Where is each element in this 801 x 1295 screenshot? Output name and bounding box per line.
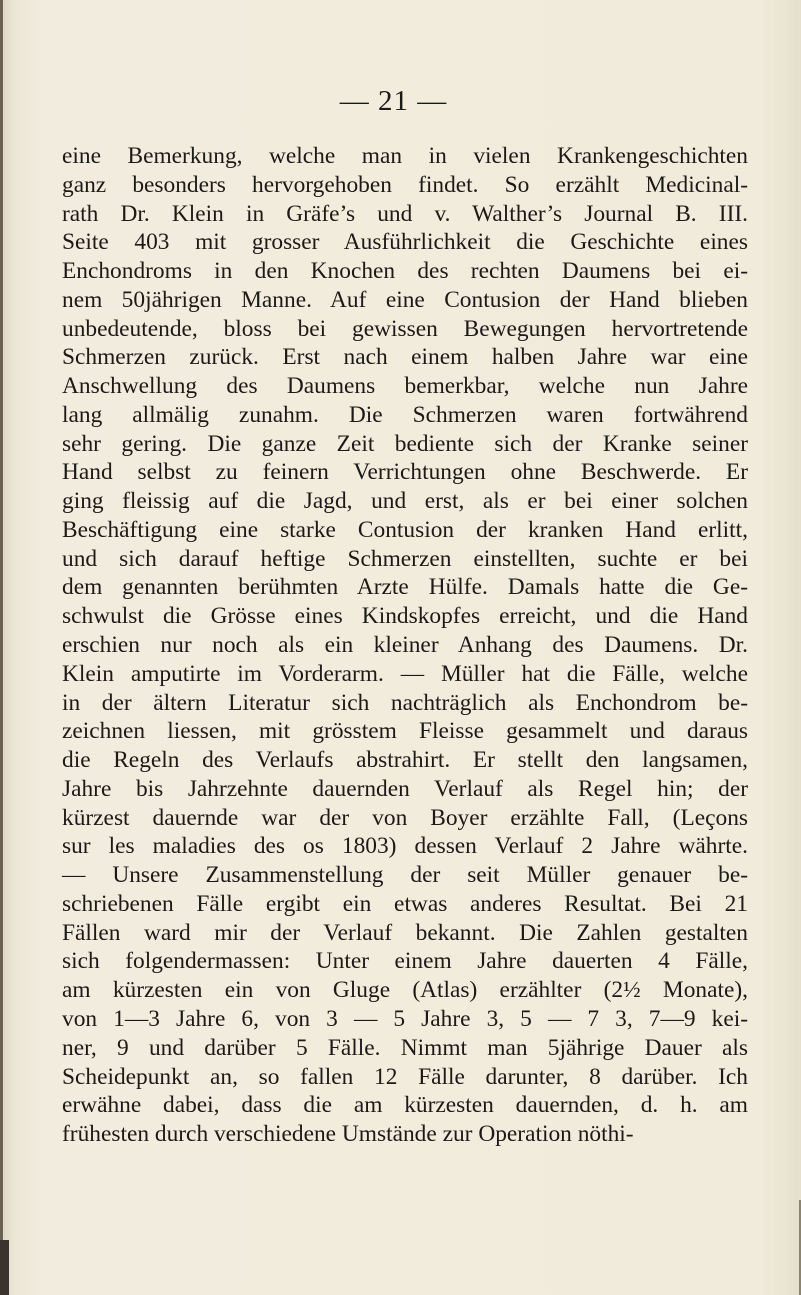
page-number-header — [0, 84, 801, 118]
page-binding-shadow — [0, 1240, 9, 1295]
text-line: Beschäftigung eine starke Contusion der kranken Hand erlitt, — [62, 516, 748, 543]
text-line: sich folgendermassen: Unter einem Jahre dauerten 4 Fälle, — [62, 948, 748, 975]
text-line: Seite 403 mit grosser Ausführlichkeit die Geschichte eines — [62, 229, 748, 256]
text-line: ganz besonders hervorgehoben findet. So erzählt Medicinal- — [62, 171, 748, 198]
text-line: dem genannten berühmten Arzte Hülfe. Damals hatte die Ge- — [62, 574, 748, 601]
text-line: kürzest dauernde war der von Boyer erzählte Fall, (Leçons — [62, 804, 748, 831]
text-line: ging fleissig auf die Jagd, und erst, als er bei einer solchen — [62, 488, 748, 515]
text-line: in der ältern Literatur sich nachträglich als Enchondrom be- — [62, 689, 748, 716]
text-line: Klein amputirte im Vorderarm. — Müller hat die Fälle, welche — [62, 660, 748, 687]
text-line: Schmerzen zurück. Erst nach einem halben Jahre war eine — [62, 344, 748, 371]
text-line: unbedeutende, bloss bei gewissen Bewegungen hervortretende — [62, 315, 748, 342]
text-line: sehr gering. Die ganze Zeit bediente sich der Kranke seiner — [62, 430, 748, 457]
page-number: — 21 — — [339, 85, 448, 117]
text-line: von 1—3 Jahre 6, von 3 — 5 Jahre 3, 5 — 7 3, 7—9 kei- — [62, 1005, 748, 1032]
text-line: Fällen ward mir der Verlauf bekannt. Die Zahlen gestalten — [62, 919, 748, 946]
text-line: nem 50jährigen Manne. Auf eine Contusion der Hand blieben — [62, 286, 748, 313]
text-line: frühesten durch verschiedene Umstände zur Operation nöthi- — [62, 1121, 634, 1148]
text-line: — Unsere Zusammenstellung der seit Müller genauer be- — [62, 862, 748, 889]
page-binding-edge — [0, 0, 3, 1295]
text-line: zeichnen liessen, mit grösstem Fleisse gesammelt und daraus — [62, 718, 748, 745]
text-line: sur les maladies des os 1803) dessen Verlauf 2 Jahre währte. — [62, 833, 748, 860]
text-line: Anschwellung des Daumens bemerkbar, welche nun Jahre — [62, 373, 748, 400]
text-line: Hand selbst zu feinern Verrichtungen ohne Beschwerde. Er — [62, 459, 748, 486]
text-line: Scheidepunkt an, so fallen 12 Fälle darunter, 8 darüber. Ich — [62, 1063, 748, 1090]
text-line: erwähne dabei, dass die am kürzesten dauernden, d. h. am — [62, 1092, 748, 1119]
text-line: und sich darauf heftige Schmerzen einstellten, suchte er bei — [62, 545, 748, 572]
text-line: die Regeln des Verlaufs abstrahirt. Er stellt den langsamen, — [62, 747, 748, 774]
text-line: am kürzesten ein von Gluge (Atlas) erzählter (2½ Monate), — [62, 977, 748, 1004]
text-line: Enchondroms in den Knochen des rechten Daumens bei ei- — [62, 258, 748, 285]
text-line: rath Dr. Klein in Gräfe’s und v. Walther’s Journal B. III. — [62, 200, 748, 227]
text-line: ner, 9 und darüber 5 Fälle. Nimmt man 5jährige Dauer als — [62, 1034, 748, 1061]
text-line: schriebenen Fälle ergibt ein etwas anderes Resultat. Bei 21 — [62, 890, 748, 917]
text-line: Jahre bis Jahrzehnte dauernden Verlauf als Regel hin; der — [62, 775, 748, 802]
text-line: erschien nur noch als ein kleiner Anhang des Daumens. Dr. — [62, 632, 748, 659]
body-text — [62, 142, 748, 1149]
text-line: eine Bemerkung, welche man in vielen Krankengeschichten — [62, 143, 748, 169]
text-line: lang allmälig zunahm. Die Schmerzen waren fortwährend — [62, 401, 748, 428]
text-line: schwulst die Grösse eines Kindskopfes erreicht, und die Hand — [62, 603, 748, 630]
